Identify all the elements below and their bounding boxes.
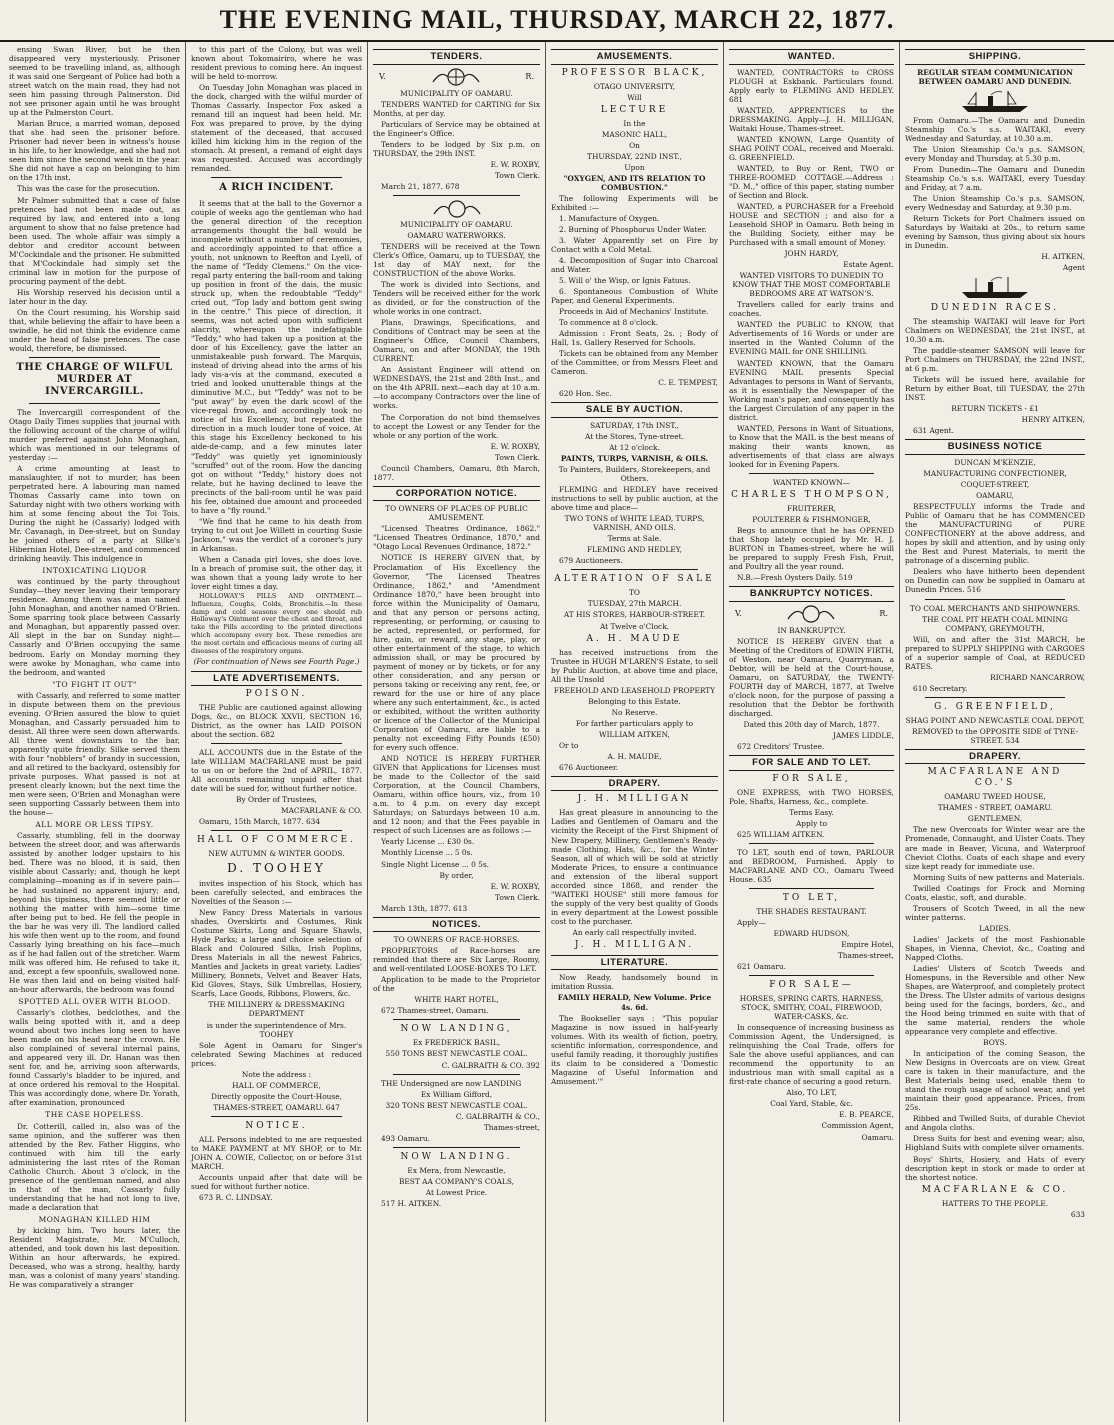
royal-arms xyxy=(379,68,534,86)
paragraph: Tickets can be obtained from any Member of the Committee, or from Messrs Fleet and Cameron. xyxy=(551,349,718,377)
ad-line: Coal Yard, Stable, &c. xyxy=(770,1099,853,1109)
paragraph: Marian Bruce, a married woman, deposed that she had seen the prisoner before. Prisoner had never been in witness's house in his life, to her knowledge, and she had not seen him since the second week in the year. She did not have a cap on belonging to him on the 17th inst. xyxy=(9,119,180,183)
ad-title: D. TOOHEY xyxy=(227,861,326,876)
paragraph: A crime amounting at least to manslaughter, if not to murder, has been perpetrated here. A labouring man named Thomas Cassarly came into town on Saturday night with two others working with him at some fencing about the Toi Tois. During the night he (Cassarly) lodged with Mr. Cavanagh, in Dee-street, but on Sunday he joined others of a party at Silke's Hibernian Hotel, Dee-street, and commenced drinking heavily. This indulgence in xyxy=(9,463,180,564)
paragraph: Application to be made to the Proprietor of the xyxy=(373,975,540,994)
paragraph: Particulars of Service may be obtained at the Engineer's Office. xyxy=(373,119,540,138)
ad-line: SATURDAY, 17th INST., xyxy=(590,421,679,430)
steamship-icon xyxy=(958,88,1032,114)
ad-line: H. AITKEN, xyxy=(1041,252,1085,262)
paragraph: Return Tickets for Port Chalmers issued on Saturdays by Waitaki at 20s., to return same evening by Samson, thus giving about six hours in Dunedin. xyxy=(905,213,1085,251)
arms-letter: R. xyxy=(879,608,888,618)
paragraph: Twilled Coatings for Frock and Morning Coats, elastic, soft, and durable. xyxy=(905,883,1085,902)
ad-line: POULTERER & FISHMONGER, xyxy=(752,514,871,524)
paragraph: An Assistant Engineer will attend on WEDNESDAYS, the 21st and 28th Inst., and on the 4th APRIL next—each day at 10 a.m.—to accompany Contractors over the line of works. xyxy=(373,365,540,411)
ad-line: EDWARD HUDSON, xyxy=(773,928,850,938)
paragraph: to this part of the Colony, but was well known about Tokomairiro, where he was resident previous to coming here. An inquest will be held to-morrow. xyxy=(191,45,362,82)
ad-line: Oamaru, 15th March, 1877. 634 xyxy=(199,817,321,827)
subheading: THE CASE HOPELESS. xyxy=(45,1110,144,1120)
ad-title: MACFARLANE & CO. xyxy=(921,1184,1069,1195)
section-header-literature: LITERATURE. xyxy=(551,955,718,971)
divider xyxy=(925,599,1065,600)
paragraph: Morning Suits of new patterns and Materials. xyxy=(913,872,1085,882)
royal-arms xyxy=(735,605,888,623)
ad-line: E. W. ROXBY, xyxy=(490,441,540,451)
ad-line: MUNICIPALITY OF OAMARU. xyxy=(400,219,513,229)
divider xyxy=(29,357,160,358)
ad-line: 610 Secretary. xyxy=(913,683,968,693)
article-headline: A RICH INCIDENT. xyxy=(219,182,334,194)
arms-letter: V. xyxy=(379,71,386,81)
ad-title: POISON. xyxy=(245,689,308,700)
ad-line: An early call respectfully invited. xyxy=(572,927,697,937)
paragraph: The Union Steamship Co.'s p.s. SAMSON, every Wednesday and Saturday, at 9.30 p.m. xyxy=(905,193,1085,212)
ad-line: Also, TO LET, xyxy=(786,1088,837,1098)
ad-line: E. W. ROXBY, xyxy=(490,159,540,169)
steamship-icon xyxy=(958,274,1032,300)
divider xyxy=(393,195,520,196)
ad-line: SHAG POINT AND NEWCASTLE COAL DEPOT, xyxy=(905,715,1085,725)
paragraph: has received instructions from the Trustee in HUGH M'LAREN'S Estate, to sell by Public Auction, at above time and place, All the Unsold xyxy=(551,647,718,684)
ad-line: Note the address : xyxy=(241,1069,312,1079)
ad-line: Or to xyxy=(559,740,579,750)
newspaper-title: THE EVENING MAIL, THURSDAY, MARCH 22, 1877. xyxy=(219,5,895,34)
ad-line: Upon xyxy=(624,162,645,172)
masthead xyxy=(0,0,1114,42)
paragraph: The Bookseller says : "This popular Magazine is now issued in half-yearly volumes. With its wealth of fiction, poetry, scientific information, correspondence, and useful family reading, it thoroughly justifies its claim to be considered a 'Domestic Magazine of Useful Information and Amusement.'" xyxy=(551,1013,718,1086)
ad-line: Oamaru. xyxy=(861,1132,894,1142)
ad-line: HATTERS TO THE PEOPLE. xyxy=(941,1198,1049,1208)
ad-line: THURSDAY, 22ND INST., xyxy=(587,151,682,161)
ad-line: MUNICIPALITY OF OAMARU. xyxy=(400,88,513,98)
ad-line: PAINTS, TURPS, VARNISH, & OILS. xyxy=(560,454,709,464)
paragraph: NOTICE IS HEREBY GIVEN that a Meeting of the Creditors of EDWIN FIRTH, of Weston, near Oamaru, Quarryman, a Debtor, will be held at the Court-house, Oamaru, on SATURDAY, the TWENTY-FOURTH day of MARCH, 1877, at Twelve o'clock noon, for the purpose of passing a resolution that the Debtor be forthwith discharged. xyxy=(729,636,894,718)
paragraph: FLEMING and HEDLEY have received instructions to sell by public auction, at the above time and place— xyxy=(551,485,718,513)
paragraph: Tickets will be issued here, available for Return by either Boat, till TUESDAY, the 27th INST. xyxy=(905,375,1085,403)
paragraph: Proceeds in Aid of Mechanics' Institute. xyxy=(559,307,709,317)
paragraph: Begs to announce that he has OPENED that Shop lately occupied by Mr. H. J. BURTON in Thames-street, where he will be prepared to supply Fresh Fish, Fruit, and Poultry all the year round. xyxy=(729,525,894,572)
column-2 xyxy=(186,42,368,1422)
paragraph: WANTED KNOWN, Large Quantity of SHAG POINT COAL, received and Moeraki. G. GREENFIELD. xyxy=(729,134,894,162)
paragraph: ensing Swan River, but he then disappeared very mysteriously. Prisoner seemed to be travelling inland, as, although it was said one Sergeant of Police had both a street watch on the main road, they had not seen him passing through Palmerston. Did not see prisoner again until he was brought up at the Palmerston Court. xyxy=(9,45,180,118)
paragraph: ONE EXPRESS, with TWO HORSES, Pole, Shafts, Harness, &c., complete. xyxy=(729,787,894,806)
ad-line: Council Chambers, Oamaru, 8th March, 1877. xyxy=(373,463,540,482)
ad-line: At Lowest Price. xyxy=(425,1187,488,1197)
ad-line: 550 TONS BEST NEWCASTLE COAL. xyxy=(385,1049,528,1059)
list-item: 6. Spontaneous Combustion of White Paper, and General Experiments. xyxy=(551,287,718,306)
ad-line: 679 Auctioneers. xyxy=(559,556,623,566)
ad-line: E. W. ROXBY, xyxy=(490,881,540,891)
ad-line: At the Stores, Tyne-street. xyxy=(585,432,684,442)
paragraph: WANTED, to Buy or Rent, TWO or THREE-ROOMED COTTAGE.—Address : "D. M.," office of this paper, stating number of Section and Block. xyxy=(729,163,894,200)
ad-line: Thames-street, xyxy=(837,951,894,961)
fee-line: Yearly License ... £30 0s. xyxy=(381,837,475,847)
section-header-drapery: DRAPERY. xyxy=(551,776,718,792)
ad-line: C. E. TEMPEST, xyxy=(658,378,718,388)
divider xyxy=(393,1019,520,1020)
paragraph: Dealers who have hitherto been dependent on Dunedin can now be supplied in Oamaru at Dunedin Prices. 516 xyxy=(905,567,1085,595)
page-columns xyxy=(4,42,1110,1422)
ad-line: 633 xyxy=(1070,1209,1085,1219)
ad-line: OAMARU WATERWORKS. xyxy=(407,230,506,240)
paragraph: ALL Persons indebted to me are requested to MAKE PAYMENT at MY SHOP, or to Mr. JOHN A. COWIE, Collector, on or before 31st MARCH. xyxy=(191,1134,362,1171)
paragraph: NOTICE IS HEREBY GIVEN that, by Proclamation of His Excellency the Governor, "The Licensed Theatres Ordinance, 1862," and "Amendment Ordinance 1870," have been brought into force within the Municipality of Oamaru, and that any person or persons acting, representing, or performing, or causing to be acted, represented, or performed, for hire, gain, or reward, any stage, play, or other entertainment of the stage, to which admission shall, or may be procured by payment of money or by tickets, or for any other consideration, and any person or persons taking or receiving any rent, fee, or reward for the use or hire of any place where any such entertainment, &c., is acted or exhibited, without the written authority or licence of the Collector of the Municipal Corporation of Oamaru, are liable to a penalty not exceeding Fifty Pounds (£50) for every such offence. xyxy=(373,553,540,753)
ad-line: No Reserve. xyxy=(611,707,658,717)
arms-letter: V. xyxy=(735,608,742,618)
paragraph: The new Overcoats for Winter wear are the Promenade, Connaught, and Ulster Coats. They are made in Beaver, Vicuna, and Waterproof Cheviot Cloths. Coats of each shape and every size kept ready for immediate use. xyxy=(905,825,1085,871)
ad-line: JOHN HARDY, xyxy=(784,249,839,259)
ad-title: J. H. MILLIGAN xyxy=(577,794,692,805)
ad-line: Directly opposite the Court-House, xyxy=(211,1091,342,1101)
ad-line: E. B. PEARCE, xyxy=(839,1110,894,1120)
section-header-business: BUSINESS NOTICE xyxy=(905,439,1085,455)
arms-letter: R. xyxy=(525,71,534,81)
ad-line: HALL OF COMMERCE, xyxy=(232,1080,321,1090)
paragraph: From Oamaru.—The Oamaru and Dunedin Steamship Co.'s s.s. WAITAKI, every Wednesday and Saturday, at 10.30 a.m. xyxy=(905,115,1085,143)
column-3 xyxy=(368,42,546,1422)
ad-line: TO OWNERS OF PLACES OF PUBLIC AMUSEMENT. xyxy=(385,504,528,523)
ad-line: Will xyxy=(627,92,642,102)
ad-line: 517 H. AITKEN. xyxy=(381,1198,442,1208)
paragraph: Dr. Cotterill, called in, also was of the same opinion, and the sufferer was then attended by the Rev. Father Higgins, who continued with him till the early administering the last rites of the Roman Catholic Church. About 3 o'clock, in the presence of the gentleman named, and also in that of the man, Cassarly fully understanding that he had not long to live, made a declaration that xyxy=(9,1121,180,1212)
paragraph: Mr Palmer submitted that a case of false pretences had not been made out, as required by law, and entered into a long argument to show that no false pretence had been used. The whole affair was simply a debtor and creditor account between M'Cockindale and the prisoner. He submitted that M'Cockindale had simply set the criminal law in motion for the purpose of procuring payment of the debt. xyxy=(9,195,180,286)
section-header-drapery: DRAPERY. xyxy=(905,749,1085,765)
paragraph: The Union Steamship Co.'s p.s. SAMSON, every Monday and Thursday, at 5.30 p.m. xyxy=(905,144,1085,163)
ad-title: NOW LANDING, xyxy=(400,1024,513,1035)
ad-line: OAMARU, xyxy=(976,491,1014,501)
paragraph: Ladies' Ulsters of Scotch Tweeds and Homespuns, in the Reversible and other New Shapes, are Waterproof, and completely protect the Dress. The Ulster admits of various designs being used for the facings, borders, &c., and the Hood being trimmed en suite with that of the same material, renders the whole appearance very complete and effective. xyxy=(905,963,1085,1037)
ad-line: BEST AA COMPANY'S COALS, xyxy=(398,1176,514,1186)
paragraph: In consequence of increasing business as Commission Agent, the Undersigned, is relinquishing the Coal Trade, offers for Sale the above useful appliances, and can recommend the opportunity to an industrious man with small capital as a first-rate chance of securing a good return. xyxy=(729,1023,894,1087)
subheading: INTOXICATING LIQUOR xyxy=(42,566,147,576)
fee-line: Monthly License ... 5 0s. xyxy=(381,848,473,858)
section-header-corporation: CORPORATION NOTICE. xyxy=(373,486,540,502)
list-item: 5. Will o' the Wisp, or Ignis Fatuus. xyxy=(559,276,691,286)
ad-line: FREEHOLD AND LEASEHOLD PROPERTY xyxy=(553,685,716,695)
ad-line: TO OWNERS OF RACE-HORSES. xyxy=(393,935,520,945)
ad-line: March 13th, 1877. 613 xyxy=(381,903,468,913)
section-header-bankruptcy: BANKRUPTCY NOTICES. xyxy=(729,586,894,602)
ad-line: Dated this 20th day of March, 1877. xyxy=(743,720,880,730)
ad-line: TO xyxy=(629,588,640,598)
section-header-tenders: TENDERS. xyxy=(373,49,540,65)
divider xyxy=(571,569,698,570)
paragraph: It seems that at the ball to the Governor a couple of weeks ago the gentleman who had the general direction of the reception arrangements thought the ball would be incomplete without a number of ceremonies, and accordingly appointed to that office a youth, not unknown to Reefton and Lyell, of the name of "Teddy Clemens." On the vice-regal party entering the ball-room and taking up position in front of the dais, the music struck up, when the redoubtable "Teddy" cried out, "Top lady and bottom gent swing in the centre." This piece of direction, it seems, was not acted upon with sufficient alacrity, whereupon the indefatigable "Teddy," who had taken up a position at the door of his Excellency, gave the latter an unmistakeable push forward. The Marquis, instead of driving ahead into the arms of his lady vis-a-vis at the command, executed a tried and looked unutterable things at the diminutive M.C., but "Teddy" was not to be "put away" by even the dark scowl of the vice-regal frown, and accordingly took no notice of his Excellency, but repeated the direction in a much louder tone of voice. At this stage his Excellency beckoned to his aide-de-camp, and a few minutes later "Teddy" was quietly yet ignominiously "scruffed" out of the room. How the dancing got on without "Teddy," history does not relate, but he having declined to leave the precincts of the ball-room until he was paid his fee, obtained due amount and proceeded to have a "fly round." xyxy=(191,198,362,515)
ad-line: THAMES-STREET, OAMARU. 647 xyxy=(213,1102,340,1112)
paragraph: Travellers called for early trains and coaches. xyxy=(729,300,894,319)
ad-line: 493 Oamaru. xyxy=(381,1133,430,1143)
paragraph: PROPRIETORS of Race-horses are reminded that there are Six Large, Roomy, and well-ventilated LOOSE-BOXES TO LET. xyxy=(373,946,540,974)
divider xyxy=(211,743,342,744)
ad-line: "OXYGEN, AND ITS RELATION TO COMBUSTION." xyxy=(563,173,706,192)
section-header-for-sale: FOR SALE AND TO LET. xyxy=(729,755,894,771)
paragraph: In anticipation of the coming Season, the New Designs in Overcoats are on view. Great care is taken in their manufacture, and the Best Materials being used, enable them to stand the rough usage of school wear, and yet maintain their good appearance. Prices, from 25s. xyxy=(905,1049,1085,1113)
divider xyxy=(749,473,874,474)
divider xyxy=(749,888,874,889)
ad-line: MASONIC HALL, xyxy=(601,129,668,139)
subheading: ALL MORE OR LESS TIPSY. xyxy=(35,820,154,830)
paragraph: The Corporation do not bind themselves to accept the Lowest or any Tender for the whole or any portion of the work. xyxy=(373,412,540,440)
ad-line: MANUFACTURING CONFECTIONER, xyxy=(923,469,1067,479)
paragraph: HOLLOWAY'S PILLS AND OINTMENT.—Influenza, Coughs, Colds, Bronchitis.—In these damp and cold seasons every one should rub Holloway's Ointment over the chest and throat, and take the Pills according to the printed directions which accompany every box. These remedies are the most certain and efficacious means of curing all diseases of the respiratory organs. xyxy=(191,591,362,655)
ad-line: At Twelve o'Clock. xyxy=(599,621,670,631)
ad-line: THAMES - STREET, OAMARU. xyxy=(937,803,1053,813)
ad-title: HALL OF COMMERCE. xyxy=(196,835,356,846)
ad-line: LADIES. xyxy=(979,923,1011,933)
paragraph: When a Canada girl loves, she does love. In a breach of promise suit, the other day, it was shown that a young lady wrote to her lover eight times a day. xyxy=(191,554,362,591)
ad-line: Empire Hotel, xyxy=(841,940,894,950)
ad-title: MACFARLANE AND CO.'S xyxy=(927,767,1063,789)
paragraph: To commence at 8 o'clock. xyxy=(559,318,658,328)
divider xyxy=(393,1074,520,1075)
ad-line: To Painters, Builders, Storekeepers, and Others. xyxy=(558,465,711,484)
ad-line: OTAGO UNIVERSITY, xyxy=(593,81,676,91)
ad-line: DUNCAN M'KENZIE, xyxy=(954,458,1036,468)
ad-line: THE MILLINERY & DRESSMAKING DEPARTMENT xyxy=(208,1000,345,1019)
ad-title: DUNEDIN RACES. xyxy=(930,303,1060,314)
ad-line: WANTED KNOWN— xyxy=(772,477,851,487)
paragraph: The work is divided into Sections, and Tenders will be received either for the work as divided, or for the construction of the whole works in one contract. xyxy=(373,280,540,317)
section-header-shipping: SHIPPING. xyxy=(905,49,1085,65)
ad-line: RICHARD NANCARROW, xyxy=(990,672,1085,682)
fee-line: Single Night License ... 0 5s. xyxy=(381,859,489,869)
paragraph: by kicking him. Two hours later, the Resident Magistrate, Mr. M'Culloch, attended, and took down his last deposition. Within an hour afterwards, he expired. Deceased, who was a strong, healthy, hardy man, was a colonist of many years' standing. He was comparatively a stranger xyxy=(9,1225,180,1290)
paragraph: Now Ready, handsomely bound in imitation Russia. xyxy=(551,973,718,992)
ad-line: Ex William Gifford, xyxy=(420,1089,493,1099)
paragraph: Will, on and after the 31st MARCH, be prepared to SUPPLY SHIPPING with CARGOES of a superior sample of Coal, at REDUCED RATES. xyxy=(905,634,1085,671)
ad-title: G. GREENFIELD, xyxy=(934,701,1056,712)
ad-line: 676 Auctioneer. xyxy=(559,762,619,772)
ad-title: A. H. MAUDE xyxy=(586,633,683,644)
column-6 xyxy=(900,42,1090,1422)
paragraph: "Licensed Theatres Ordinance, 1862." "Licensed Theatres Ordinance, 1870," and "Otago Local Revenues Ordinance, 1872." xyxy=(373,524,540,552)
ad-line: MACFARLANE & CO. xyxy=(281,806,362,816)
paragraph: AND NOTICE IS HEREBY FURTHER GIVEN that Applications for Licenses must be made to the Collector of the said Corporation, at the Council Chambers, Oamaru, within office hours, viz., from 10 a.m. to 4 p.m. on every day except Saturdays; on Saturdays between 10 a.m. and 12 noon; and that the Fees payable in respect of such Licenses are as follows :— xyxy=(373,754,540,836)
ad-line: 672 Thames-street, Oamaru. xyxy=(381,1006,489,1016)
ad-line: By Order of Trustees, xyxy=(236,795,317,805)
paragraph: "We find that he came to his death from trying to cut out Joe Willett in courting Susie Jackson," was the verdict of a coroner's jury in Arkansas. xyxy=(191,516,362,553)
subheading: SPOTTED ALL OVER WITH BLOOD. xyxy=(18,996,171,1006)
ad-title: PROFESSOR BLACK, xyxy=(561,67,708,78)
ad-line: A. H. MAUDE, xyxy=(607,751,662,761)
paragraph: TENDERS WANTED for CARTING for Six Months, at per day. xyxy=(373,99,540,118)
list-item: 2. Burning of Phosphorus Under Water. xyxy=(559,224,707,234)
ad-line: HORSES, SPRING CARTS, HARNESS, STOCK, SMITHY, COAL, FIREWOOD, WATER-CASKS, &c. xyxy=(739,994,884,1022)
ad-line: Agent xyxy=(1062,263,1085,273)
ad-line: WILLIAM AITKEN, xyxy=(599,729,670,739)
paragraph: WANTED KNOWN, that the Oamaru EVENING MAIL presents Special Advantages to persons in Want of Servants, as it is essentially the Newspaper of the Working man's paper, and consequently has the Largest Circulation of any paper in the district. xyxy=(729,358,894,422)
paragraph: Cassarly's clothes, bedclothes, and the walls being spotted with it, and a deep wound about two inches long seen to have been made on his head near the crown. He also complained of several internal pains, and appeared very ill. Dr. Hanan was then sent for, and he, arriving soon afterwards, found Cassarly's bladder to be injured, and at once ordered his removal to the Hospital. This was accordingly done, where Dr. Yorath, after examination, pronounced xyxy=(9,1008,180,1108)
paragraph: Has great pleasure in announcing to the Ladies and Gentlemen of Oamaru and the vicinity the Receipt of the First Shipment of New Drapery, Millinery, Gentlemen's Ready-made Clothing, Hats, &c., for the Winter Season, all of which will be sold at strictly Moderate Prices, to ensure a continuance and extension of the liberal support accorded since 1868, and render the "WAITEKI HOUSE" still more famous for the supply of the very best quality of Goods in every department at the Lowest possible cost to the purchaser. xyxy=(551,808,718,926)
ad-line: THE COAL PIT HEATH COAL MINING COMPANY, GREYMOUTH, xyxy=(922,614,1068,633)
paragraph: From Dunedin—The Oamaru and Dunedin Steamship Co.'s s.s. WAITAKI, every Tuesday and Friday, at 7 a.m. xyxy=(905,164,1085,192)
divider xyxy=(925,697,1065,698)
paragraph: On the Court resuming, his Worship said that, while believing the affair to have been a swindle, he did not think the evidence came under the head of false pretences. The case would, therefore, be dismissed. xyxy=(9,307,180,353)
list-item: 3. Water Apparently set on Fire by Contact with a Cold Metal. xyxy=(551,235,718,254)
ad-line: IN BANKRUPTCY. xyxy=(777,625,846,635)
ad-line: JAMES LIDDLE, xyxy=(832,731,894,741)
ad-line: TUESDAY, 27th MARCH. xyxy=(587,599,682,609)
ad-line: On xyxy=(629,140,640,150)
paragraph: Trousers of Scotch Tweed, in all the new winter patterns. xyxy=(905,903,1085,922)
ad-title: J. H. MILLIGAN. xyxy=(574,939,695,950)
ad-title: FOR SALE— xyxy=(769,980,854,991)
ad-line: HENRY AITKEN, xyxy=(1021,415,1085,425)
paragraph: His Worship reserved his decision until a later hour in the day. xyxy=(9,287,180,306)
ad-title: LECTURE xyxy=(600,104,669,115)
ad-title: NOTICE. xyxy=(245,1120,308,1131)
paragraph: Ladies' Jackets of the most Fashionable Shapes, in Vienna, Cheviot, &c., Coating and Napped Cloths. xyxy=(905,934,1085,962)
ad-line: By order, xyxy=(439,870,474,880)
column-4 xyxy=(546,42,724,1422)
ad-line: WHITE HART HOTEL, xyxy=(414,995,499,1005)
ad-line: FLEMING AND HEDLEY, xyxy=(586,545,683,555)
section-header-wanted: WANTED. xyxy=(729,49,894,65)
paragraph: Sole Agent in Oamaru for Singer's celebrated Sewing Machines at reduced prices. xyxy=(191,1040,362,1068)
subheading: MONAGHAN KILLED HIM xyxy=(38,1214,151,1224)
paragraph: TO LET, south end of town, PARLOUR and BEDROOM, Furnished. Apply to MACFARLANE AND CO., Oamaru Tweed House. 635 xyxy=(729,847,894,884)
column-5 xyxy=(724,42,900,1422)
coat-of-arms-icon xyxy=(429,68,483,86)
ad-line: Terms Easy. xyxy=(789,807,834,817)
ad-line: 631 Agent. xyxy=(913,426,954,436)
ad-line: Town Clerk. xyxy=(495,452,540,462)
paragraph: Admission : Front Seats, 2s. ; Body of Hall, 1s. Gallery Reserved for Schools. xyxy=(551,329,718,348)
ad-line: 320 TONS BEST NEWCASTLE COAL. xyxy=(385,1100,528,1110)
ad-title: TO LET, xyxy=(782,892,841,903)
ad-line: REMOVED to the OPPOSITE SIDE of TYNE-STREET. 534 xyxy=(912,726,1078,745)
section-header-late-ads: LATE ADVERTISEMENTS. xyxy=(191,671,362,687)
ad-title: FOR SALE, xyxy=(772,773,851,784)
ad-line: NEW AUTUMN & WINTER GOODS. xyxy=(208,849,345,859)
ad-line: For farther particulars apply to xyxy=(575,718,694,728)
paragraph: Cassarly, stumbling, fell in the doorway between the street door, and was afterwards assisted by another lodger upstairs to his bed. There was no blood, it is said, then visible about Cassarly; and, though he kept complaining—moaning as if in severe pain—he had sustained no apparent injury; and, beyond his tipsiness, there seemed little or nothing the matter with him—some time after being put to bed. He fell the people in the bar he was very ill. The landlord called his wife then went up to the room, and found Cassarly lying breathing on his face—much as if he had fallen out of the stretcher. Warm milk was offered him. He refused to take it, and, except a few spoonfuls, swallowed none. He was then laid and on being visited half-an-hour afterwards, the bedroom was found xyxy=(9,831,180,994)
paragraph: was continued by the party throughout Sunday—they never leaving their temporary residence. Among them was a man named John Monaghan, and another named O'Brien. Some sparring took place between Cassarly and Monaghan, but apparently passed over. All slept in the bar on Sunday night—Cassarly and O'Brien occupying the same bedroom. Early on Monday morning they were awoke by Monaghan, who came into the bedroom, and wanted xyxy=(9,577,180,677)
paragraph: Tenders to be lodged by Six p.m. on THURSDAY, the 29th INST. xyxy=(373,139,540,158)
section-header-auction: SALE BY AUCTION. xyxy=(551,402,718,418)
paragraph: The following Experiments will be Exhibited :— xyxy=(551,193,718,212)
ad-line: AT HIS STORES, HARBOUR-STREET. xyxy=(563,610,706,620)
ad-line: Apply to xyxy=(795,818,828,828)
paragraph: TENDERS will be received at the Town Clerk's Office, Oamaru, up to TUESDAY, the 1st day of MAY next, for the CONSTRUCTION of the above Works. xyxy=(373,241,540,279)
ad-line: March 21, 1877. 678 xyxy=(381,181,460,191)
ad-line: OAMARU TWEED HOUSE, xyxy=(944,792,1046,802)
paragraph: On Tuesday John Monaghan was placed in the dock, charged with the wilful murder of Thomas Cassarly. Inspector Fox asked a remand till an inquest had been held. Mr. Fox was prepared to prove, by the dying statement of the deceased, that accused killed him kicking him in the region of the stomach. At present, a remand of eight days was requested. Accused was accordingly remanded. xyxy=(191,83,362,174)
paragraph: Plans, Drawings, Specifications, and Conditions of Contract may be seen at the Engineer's Office, Council Chambers, Oamaru, on and after MONDAY, the 19th CURRENT. xyxy=(373,318,540,364)
divider xyxy=(29,403,160,404)
paragraph: WANTED, Persons in Want of Situations, to Know that the MAIL is the best means of making their wants known, as advertisements of that class are always looked for in Evening Papers. xyxy=(729,423,894,469)
divider xyxy=(211,177,342,178)
ad-line: Terms at Sale. xyxy=(607,534,662,544)
list-item: 4. Decomposition of Sugar into Charcoal and Water. xyxy=(551,255,718,275)
paragraph: THE Public are cautioned against allowing Dogs, &c., on BLOCK XXVII, SECTION 16, District, as the owner has LAID POISON about the section. 682 xyxy=(191,703,362,740)
ad-line: FAMILY HERALD, New Volume. Price 4s. 6d. xyxy=(557,993,712,1012)
ad-line: COQUET-STREET, xyxy=(960,480,1030,490)
ad-title: CHARLES THOMPSON, xyxy=(731,489,892,500)
ad-line: 620 Hon. Sec. xyxy=(559,389,612,399)
ad-line: 625 WILLIAM AITKEN. xyxy=(737,829,825,839)
ad-line: is under the superintendence of Mrs. TOOHEY xyxy=(206,1020,347,1039)
paragraph: Boys' Shirts, Hosiery, and Hats of every description kept in stock or made to order at the shortest notice. xyxy=(905,1154,1085,1182)
paragraph: THE Undersigned are now LANDING xyxy=(381,1078,522,1088)
ad-line: Apply— xyxy=(737,917,766,927)
paragraph: The paddle-steamer SAMSON will leave for Port Chalmers on THURSDAY, the 22nd INST., at 6 p.m. xyxy=(905,346,1085,374)
ad-line: THE SHADES RESTAURANT. xyxy=(756,906,867,916)
paragraph: WANTED VISITORS TO DUNEDIN TO KNOW THAT THE MOST COMFORTABLE BEDROOMS ARE AT WATSON'S. xyxy=(732,271,891,299)
paragraph: The steamship WAITAKI will leave for Port Chalmers on WEDNESDAY, the 21st INST., at 10.30 a.m. xyxy=(905,317,1085,345)
paragraph: Ribbed and Twilled Suits, of durable Cheviot and Angola cloths. xyxy=(905,1114,1085,1133)
ad-line: FRUITERER, xyxy=(786,503,837,513)
paragraph: Dress Suits for best and evening wear; also, Highland Suits with complete silver ornaments. xyxy=(905,1134,1085,1153)
section-header-amusements: AMUSEMENTS. xyxy=(551,49,718,65)
paragraph: WANTED the PUBLIC to KNOW, that Advertisements of 16 Words or under are inserted in the Wanted Column of the EVENING MAIL for ONE SHILLING. xyxy=(729,320,894,357)
ad-line: GENTLEMEN. xyxy=(967,814,1023,824)
ad-line: TWO TONS of WHITE LEAD, TURPS, VARNISH, AND OILS. xyxy=(564,514,705,533)
ad-line: C. GALBRAITH & CO. 392 xyxy=(441,1060,540,1070)
ad-line: Belonging to this Estate. xyxy=(588,696,681,706)
ad-line: In the xyxy=(623,118,646,128)
paragraph: This was the case for the prosecution. xyxy=(17,184,160,194)
divider xyxy=(749,843,874,844)
ad-line: REGULAR STEAM COMMUNICATION BETWEEN OAMARU AND DUNEDIN. xyxy=(917,67,1073,86)
ad-line: 672 Creditors' Trustee. xyxy=(737,742,825,752)
paragraph: ALL ACCOUNTS due in the Estate of the late WILLIAM MACFARLANE must be paid to us on or before the 2nd of APRIL, 1877. All accounts remaining unpaid after that date will be sued for, without further notice. xyxy=(191,748,362,794)
subheading: "TO FIGHT IT OUT" xyxy=(52,679,137,689)
ad-line: 621 Oamaru. xyxy=(737,962,786,972)
paragraph: Accounts unpaid after that date will be sued for without further notice. xyxy=(191,1172,362,1191)
paragraph: WANTED, APPRENTICES to the DRESSMAKING. Apply—J. H. MILLIGAN, Waitaki House, Thames-street. xyxy=(729,105,894,133)
paragraph: with Cassarly, and referred to some matter in dispute between them on the previous evening. O'Brien assured the blow to quiet Monaghan, and Cassarly persuaded him to desist. All three were seen down afterwards. All three went downstairs to the bar, apparently quite friendly. Silke served them with four "nobblers" of brandy in succession, and all retired to the backyard, ostensibly for private purposes. What passed is not at present clearly known; but the next time the men were seen, O'Brien and Monaghan were seen supporting Cassarly between them into the house— xyxy=(9,690,180,818)
ad-line: 673 R. C. LINDSAY. xyxy=(199,1192,273,1202)
coat-of-arms-icon xyxy=(430,200,484,218)
paragraph: WANTED, CONTRACTORS to CROSS PLOUGH at Eskbank. Particulars found. Apply early to FLEMING AND HEDLEY. 681 xyxy=(729,67,894,104)
ad-line: N.B.—Fresh Oysters Daily. 519 xyxy=(737,573,853,583)
paragraph: The Invercargill correspondent of the Otago Daily Times supplies that journal with the following account of the charge of wilful murder preferred against John Monaghan, which was mentioned in our telegrams of yesterday :— xyxy=(9,407,180,462)
ad-line: Thames-street, xyxy=(483,1122,540,1132)
divider xyxy=(211,1116,342,1117)
ad-title: NOW LANDING. xyxy=(400,1151,513,1162)
ad-line: Ex Mera, from Newcastle, xyxy=(407,1165,506,1175)
section-header-notices: NOTICES. xyxy=(373,917,540,933)
ad-line: BOYS. xyxy=(983,1038,1007,1048)
ad-line: TO COAL MERCHANTS AND SHIPOWNERS. xyxy=(909,603,1081,613)
ad-line: Ex FREDERICK BASIL, xyxy=(412,1038,501,1048)
continuation-note: (For continuation of News see Fourth Page.) xyxy=(193,657,360,667)
coat-of-arms-icon xyxy=(784,605,838,623)
ad-title: ALTERATION OF SALE xyxy=(554,574,715,585)
ad-line: At 12 o'clock. xyxy=(609,443,660,453)
ad-line: Commission Agent, xyxy=(821,1121,894,1131)
divider xyxy=(749,975,874,976)
column-1 xyxy=(4,42,186,1422)
paragraph: WANTED, a PURCHASER for a Freehold HOUSE and SECTION ; and also for a Leasehold SHOP in Oamaru. Both being in the Building Society, either may be Purchased with a small amount of Money. xyxy=(729,202,894,248)
ad-line: RETURN TICKETS - £1 xyxy=(951,404,1039,414)
paragraph: New Fancy Dress Materials in various shades, Overskirts and Costumes, Rink Costume Skirts, Long and Square Shawls, Hyde Parks; a large and choice selection of Black and Coloured Silks, Irish Poplins, Dress Materials in all the newest Fabrics, Mantles and Jackets in great variety. Ladies' Millinery, Bonnets, Velvet and Beaver Hats, Kid Gloves, Stays, Silk Umbrellas, Hosiery, Scarfs, Lace Goods, Ribbons, Flowers, &c. xyxy=(191,908,362,999)
ad-line: C. GALBRAITH & CO., xyxy=(455,1111,540,1121)
ad-line: Town Clerk. xyxy=(495,892,540,902)
paragraph: invites inspection of his Stock, which has been carefully selected, and embraces the Novelties of the Season :— xyxy=(191,879,362,907)
divider xyxy=(211,830,342,831)
list-item: 1. Manufacture of Oxygen. xyxy=(559,213,660,223)
paragraph: RESPECTFULLY informs the Trade and Public of Oamaru that he has COMMENCED the MANUFACTURING of PURE CONFECTIONERY at the above address, and hopes by skill and attention, and by using only the Best and Purest Materials, to merit the patronage of a discerning public. xyxy=(905,502,1085,566)
ad-line: Town Clerk. xyxy=(495,170,540,180)
ad-line: Estate Agent. xyxy=(843,260,894,270)
divider xyxy=(393,1147,520,1148)
article-headline: THE CHARGE OF WILFUL MURDER AT INVERCARGILL. xyxy=(16,362,173,398)
